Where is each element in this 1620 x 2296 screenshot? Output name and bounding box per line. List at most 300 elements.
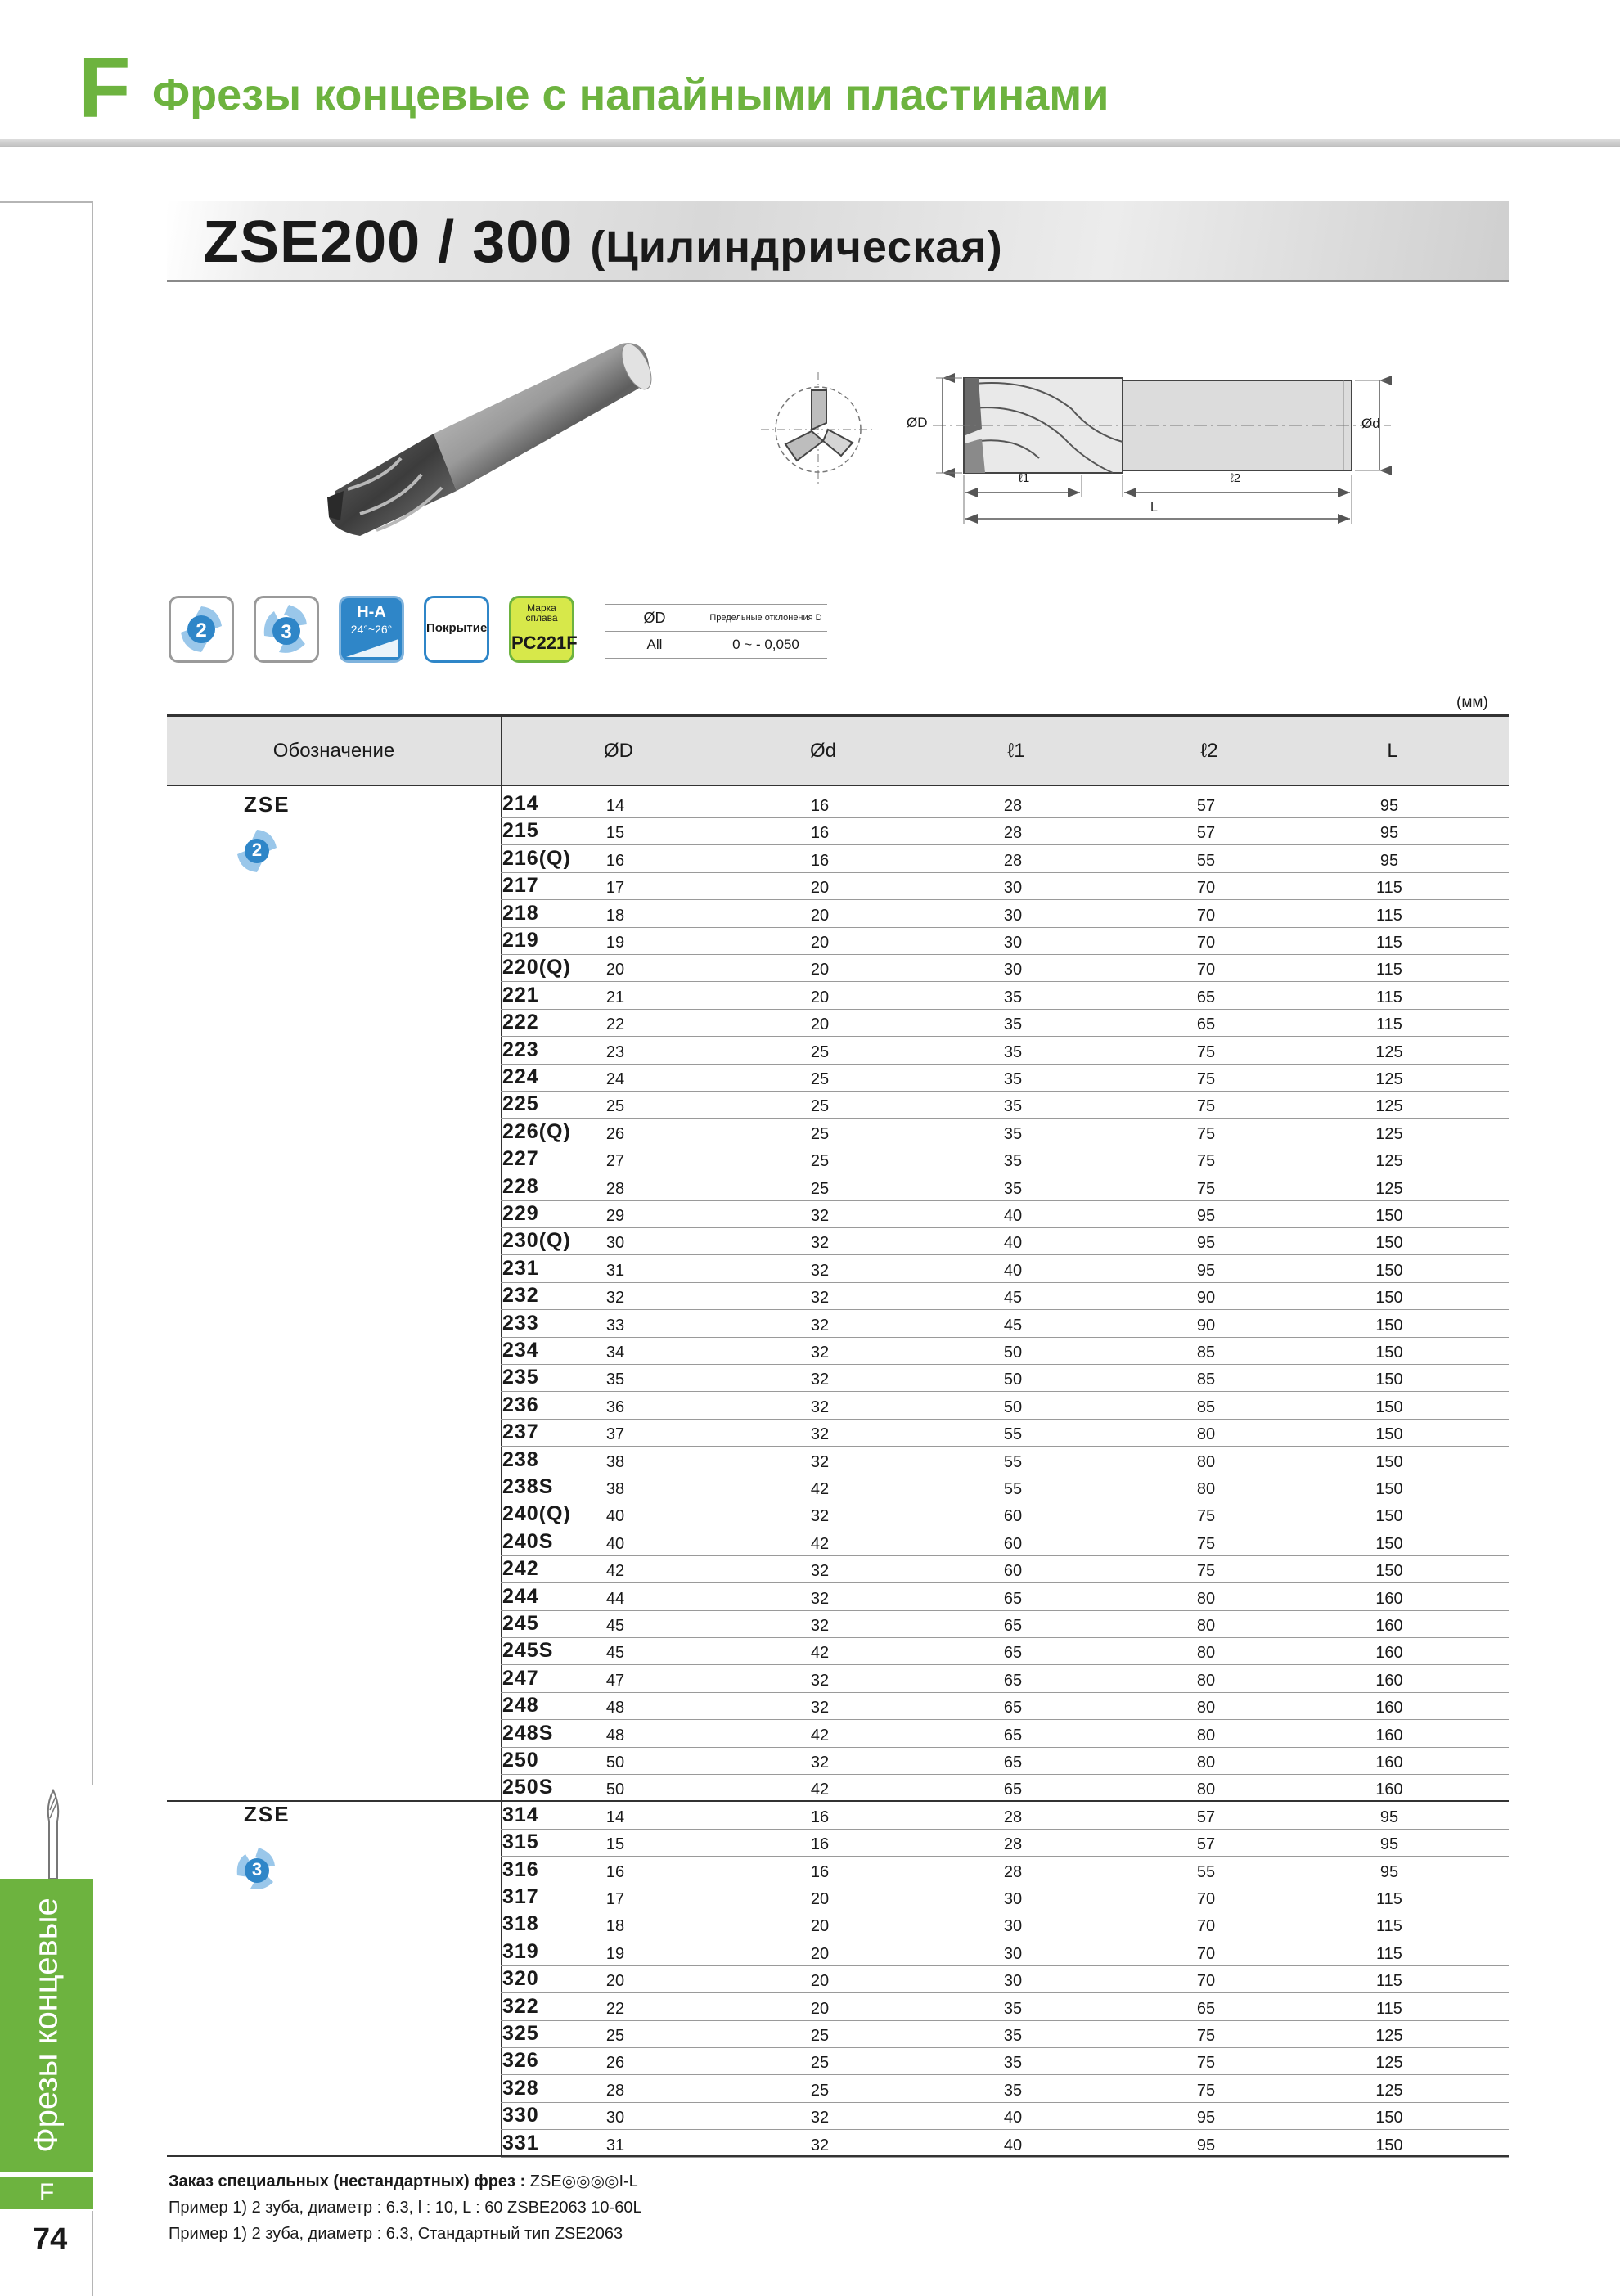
- row-l1: 45: [1003, 1289, 1023, 1308]
- row-l1: 28: [1003, 824, 1023, 843]
- row-L: 125: [1375, 1179, 1403, 1198]
- table-row: [501, 2130, 1509, 2158]
- row-designation: 248S: [502, 1721, 554, 1745]
- row-L: 115: [1376, 961, 1402, 979]
- row-designation: 330: [502, 2104, 539, 2127]
- row-l2: 65: [1196, 988, 1216, 1006]
- table-row: [501, 900, 1509, 928]
- row-designation: 219: [502, 929, 539, 952]
- row-d: 25: [810, 1097, 830, 1116]
- series-subtitle: (Цилиндрическая): [590, 223, 1003, 272]
- row-d: 20: [810, 988, 830, 1006]
- tolerance-head-row: [605, 605, 827, 632]
- table-row: [501, 1774, 1509, 1802]
- row-D: 45: [605, 1644, 625, 1663]
- flutes-3-number: 3: [281, 621, 292, 643]
- row-designation: 318: [502, 1912, 539, 1936]
- table-row: [501, 1282, 1509, 1310]
- row-d: 42: [810, 1534, 830, 1553]
- row-l2: 75: [1196, 1562, 1216, 1581]
- row-D: 47: [605, 1671, 625, 1690]
- row-designation: 244: [502, 1584, 539, 1608]
- group-2-series: ZSE: [244, 1802, 290, 1826]
- row-designation: 237: [502, 1420, 539, 1444]
- row-D: 29: [605, 1207, 625, 1225]
- row-D: 50: [605, 1754, 625, 1772]
- table-row: [501, 1583, 1509, 1611]
- row-D: 30: [605, 2109, 625, 2127]
- row-l1: 30: [1003, 1890, 1023, 1908]
- row-l2: 85: [1196, 1344, 1216, 1362]
- table-row: [501, 927, 1509, 955]
- table-row: [501, 2075, 1509, 2103]
- row-D: 28: [605, 1179, 625, 1198]
- row-designation: 230(Q): [502, 1229, 571, 1253]
- row-L: 115: [1376, 1015, 1402, 1034]
- carbide-grade-icon: [509, 596, 578, 663]
- row-d: 32: [810, 1617, 830, 1635]
- table-row: [501, 1474, 1509, 1501]
- row-L: 150: [1375, 1452, 1403, 1471]
- row-designation: 320: [502, 1967, 539, 1991]
- row-D: 26: [605, 1124, 625, 1143]
- row-l2: 95: [1196, 1261, 1216, 1280]
- row-l2: 75: [1196, 2081, 1216, 2100]
- table-bottom-rule: [167, 2155, 1509, 2157]
- row-L: 150: [1375, 1480, 1403, 1498]
- table-row: [501, 1009, 1509, 1037]
- row-L: 115: [1376, 879, 1402, 898]
- row-D: 22: [605, 1015, 625, 1034]
- series-title: [203, 209, 1003, 280]
- table-row: [501, 1447, 1509, 1474]
- row-D: 20: [605, 961, 625, 979]
- row-D: 40: [605, 1534, 625, 1553]
- row-l1: 65: [1003, 1726, 1023, 1745]
- row-D: 15: [605, 1835, 625, 1854]
- row-designation: 331: [502, 2131, 539, 2154]
- order-code: ZSE◎◎◎◎I-L: [529, 2172, 638, 2190]
- row-designation: 315: [502, 1830, 539, 1854]
- row-designation: 250: [502, 1749, 539, 1772]
- row-l2: 65: [1196, 1015, 1216, 1034]
- row-L: 95: [1379, 824, 1399, 843]
- row-d: 32: [810, 1699, 830, 1717]
- row-l1: 40: [1003, 1261, 1023, 1280]
- row-d: 25: [810, 1042, 830, 1061]
- row-designation: 326: [502, 2049, 539, 2073]
- row-l2: 75: [1196, 1097, 1216, 1116]
- row-l1: 65: [1003, 1699, 1023, 1717]
- row-d: 42: [810, 1480, 830, 1498]
- row-l2: 85: [1196, 1371, 1216, 1389]
- row-l2: 75: [1196, 1152, 1216, 1171]
- dim-label-L: L: [1150, 501, 1158, 515]
- table-row: [501, 954, 1509, 982]
- row-L: 115: [1376, 988, 1402, 1006]
- row-d: 32: [810, 1344, 830, 1362]
- example-2: Пример 1) 2 зуба, диаметр : 6.3, Стандартный тип ZSE2063: [169, 2225, 623, 2243]
- row-designation: 314: [502, 1803, 539, 1826]
- row-D: 36: [605, 1398, 625, 1416]
- row-l1: 30: [1003, 1917, 1023, 1936]
- row-l2: 75: [1196, 1534, 1216, 1553]
- table-row: [501, 1200, 1509, 1228]
- row-designation: 319: [502, 1939, 539, 1963]
- tolerance-head-d: ØD: [605, 605, 704, 632]
- row-l1: 28: [1003, 797, 1023, 815]
- row-designation: 232: [502, 1284, 539, 1308]
- row-D: 38: [605, 1480, 625, 1498]
- table-row: [501, 1119, 1509, 1146]
- row-D: 25: [605, 2027, 625, 2045]
- row-l2: 70: [1196, 879, 1216, 898]
- row-d: 32: [810, 1589, 830, 1608]
- row-d: 32: [810, 1398, 830, 1416]
- row-d: 32: [810, 1316, 830, 1335]
- flutes-2-icon: [169, 596, 234, 663]
- side-tab-label: Фрезы концевые: [28, 1898, 65, 2153]
- row-designation: 238S: [502, 1475, 554, 1498]
- row-designation: 322: [502, 1994, 539, 2018]
- row-l2: 90: [1196, 1289, 1216, 1308]
- coating-icon: [424, 596, 489, 663]
- helix-angle-value: 24°~26°: [350, 623, 393, 636]
- table-row: [501, 872, 1509, 900]
- row-designation: 235: [502, 1366, 539, 1389]
- row-d: 25: [810, 2054, 830, 2073]
- row-designation: 215: [502, 819, 539, 843]
- row-l2: 75: [1196, 1179, 1216, 1198]
- row-D: 26: [605, 2054, 625, 2073]
- row-l1: 35: [1003, 1152, 1023, 1171]
- row-l2: 95: [1196, 2109, 1216, 2127]
- row-l2: 70: [1196, 1944, 1216, 1963]
- row-L: 150: [1375, 1261, 1403, 1280]
- row-L: 160: [1375, 1699, 1403, 1717]
- row-designation: 234: [502, 1339, 539, 1362]
- row-L: 115: [1376, 906, 1402, 925]
- row-L: 150: [1375, 1344, 1403, 1362]
- row-D: 48: [605, 1699, 625, 1717]
- row-L: 125: [1375, 1124, 1403, 1143]
- row-l2: 57: [1196, 1835, 1216, 1854]
- row-l1: 45: [1003, 1316, 1023, 1335]
- row-l1: 40: [1003, 2109, 1023, 2127]
- coating-label: Покрытие: [426, 621, 488, 635]
- row-l1: 40: [1003, 2136, 1023, 2154]
- row-d: 16: [810, 1835, 830, 1854]
- table-row: [501, 1637, 1509, 1665]
- table-row: [501, 1993, 1509, 2021]
- row-D: 19: [605, 934, 625, 952]
- row-d: 16: [810, 824, 830, 843]
- row-d: 20: [810, 1890, 830, 1908]
- row-d: 32: [810, 1425, 830, 1444]
- row-D: 44: [605, 1589, 625, 1608]
- row-L: 150: [1375, 1316, 1403, 1335]
- row-designation: 221: [502, 983, 539, 1006]
- end-view-drawing: [761, 372, 875, 487]
- row-L: 150: [1375, 2136, 1403, 2154]
- flutes-3-icon: [254, 596, 319, 663]
- row-L: 150: [1375, 1562, 1403, 1581]
- row-d: 20: [810, 1944, 830, 1963]
- table-row: [501, 1965, 1509, 1993]
- row-l2: 75: [1196, 1070, 1216, 1088]
- row-D: 16: [605, 1862, 625, 1881]
- row-D: 17: [605, 1890, 625, 1908]
- row-d: 25: [810, 1152, 830, 1171]
- order-line: [169, 2168, 642, 2195]
- tolerance-table: [605, 604, 827, 659]
- row-D: 19: [605, 1944, 625, 1963]
- row-l1: 35: [1003, 1042, 1023, 1061]
- group-2-flutes-number: 3: [251, 1859, 263, 1880]
- row-l1: 30: [1003, 1944, 1023, 1963]
- row-l2: 80: [1196, 1480, 1216, 1498]
- row-l2: 80: [1196, 1644, 1216, 1663]
- end-mill-photo: [311, 327, 655, 548]
- row-l1: 50: [1003, 1371, 1023, 1389]
- row-D: 37: [605, 1425, 625, 1444]
- carbide-grade-value: PC221F: [511, 633, 578, 653]
- row-l2: 70: [1196, 1917, 1216, 1936]
- order-label: Заказ специальных (нестандартных) фрез :: [169, 2172, 526, 2190]
- row-designation: 225: [502, 1092, 539, 1116]
- example-1: Пример 1) 2 зуба, диаметр : 6.3, l : 10, L : 60 ZSBE2063 10-60L: [169, 2199, 642, 2217]
- row-D: 38: [605, 1452, 625, 1471]
- row-d: 25: [810, 1124, 830, 1143]
- row-L: 150: [1375, 1207, 1403, 1225]
- row-L: 160: [1375, 1754, 1403, 1772]
- row-D: 50: [605, 1781, 625, 1799]
- table-row: [501, 1364, 1509, 1392]
- group-1-series: ZSE: [244, 792, 290, 817]
- row-l2: 95: [1196, 2136, 1216, 2154]
- row-l1: 65: [1003, 1754, 1023, 1772]
- row-D: 23: [605, 1042, 625, 1061]
- row-designation: 217: [502, 874, 539, 898]
- row-d: 32: [810, 1207, 830, 1225]
- tolerance-value-d: All: [605, 632, 704, 659]
- row-designation: 240(Q): [502, 1502, 571, 1526]
- row-L: 150: [1375, 2109, 1403, 2127]
- row-designation: 248: [502, 1694, 539, 1717]
- row-d: 32: [810, 1562, 830, 1581]
- row-D: 16: [605, 851, 625, 870]
- row-l2: 95: [1196, 1207, 1216, 1225]
- row-l2: 75: [1196, 1507, 1216, 1526]
- row-l2: 80: [1196, 1617, 1216, 1635]
- row-D: 18: [605, 906, 625, 925]
- row-designation: 227: [502, 1147, 539, 1171]
- row-l1: 35: [1003, 1179, 1023, 1198]
- row-l1: 65: [1003, 1617, 1023, 1635]
- row-L: 125: [1375, 2054, 1403, 2073]
- row-L: 125: [1375, 1097, 1403, 1116]
- row-designation: 238: [502, 1447, 539, 1471]
- table-row: [501, 1173, 1509, 1201]
- table-row: [501, 1884, 1509, 1911]
- row-d: 32: [810, 1671, 830, 1690]
- table-row: [501, 1501, 1509, 1528]
- row-designation: 226(Q): [502, 1119, 571, 1143]
- row-d: 20: [810, 1999, 830, 2018]
- col-head-l1: ℓ1: [1007, 740, 1025, 762]
- row-D: 31: [605, 1261, 625, 1280]
- col-head-designation: Обозначение: [272, 740, 395, 762]
- row-designation: 245S: [502, 1639, 554, 1663]
- row-l2: 65: [1196, 1999, 1216, 2018]
- table-row: [501, 845, 1509, 873]
- row-L: 95: [1379, 1862, 1399, 1881]
- table-row: [501, 1857, 1509, 1884]
- row-designation: 317: [502, 1885, 539, 1908]
- side-tab-category: [0, 1879, 93, 2172]
- row-D: 48: [605, 1726, 625, 1745]
- dim-label-l2: ℓ2: [1230, 471, 1241, 485]
- row-l2: 80: [1196, 1425, 1216, 1444]
- row-L: 150: [1375, 1371, 1403, 1389]
- units-label: (мм): [1456, 694, 1488, 711]
- row-designation: 231: [502, 1256, 539, 1280]
- row-l2: 57: [1196, 824, 1216, 843]
- row-l1: 65: [1003, 1671, 1023, 1690]
- row-D: 31: [605, 2136, 625, 2154]
- row-designation: 247: [502, 1666, 539, 1690]
- table-header: [167, 714, 1509, 786]
- row-l1: 30: [1003, 879, 1023, 898]
- row-l1: 40: [1003, 1207, 1023, 1225]
- page-number: 74: [33, 2222, 68, 2257]
- series-banner-rule: [167, 280, 1509, 282]
- table-row: [501, 1091, 1509, 1119]
- row-L: 125: [1375, 2081, 1403, 2100]
- row-l1: 30: [1003, 1972, 1023, 1991]
- row-l1: 35: [1003, 2081, 1023, 2100]
- row-designation: 228: [502, 1174, 539, 1198]
- table-row: [501, 1802, 1509, 1830]
- table-row: [501, 2020, 1509, 2048]
- table-row: [501, 790, 1509, 818]
- row-l1: 35: [1003, 988, 1023, 1006]
- dim-label-d: Ød: [1361, 416, 1380, 431]
- row-d: 32: [810, 2109, 830, 2127]
- row-d: 32: [810, 1289, 830, 1308]
- row-d: 25: [810, 1179, 830, 1198]
- row-l1: 28: [1003, 851, 1023, 870]
- row-L: 160: [1375, 1644, 1403, 1663]
- row-d: 16: [810, 851, 830, 870]
- table-row: [501, 1720, 1509, 1748]
- row-l2: 70: [1196, 934, 1216, 952]
- row-l2: 70: [1196, 1890, 1216, 1908]
- row-designation: 245: [502, 1612, 539, 1635]
- row-l2: 80: [1196, 1452, 1216, 1471]
- row-D: 28: [605, 2081, 625, 2100]
- row-D: 17: [605, 879, 625, 898]
- row-L: 160: [1375, 1617, 1403, 1635]
- row-d: 25: [810, 2027, 830, 2045]
- row-L: 160: [1375, 1589, 1403, 1608]
- group-separator: [167, 1800, 1509, 1802]
- row-d: 32: [810, 2136, 830, 2154]
- rail-top-line: [0, 201, 93, 203]
- row-d: 42: [810, 1781, 830, 1799]
- row-D: 42: [605, 1562, 625, 1581]
- series-code: ZSE200 / 300: [203, 209, 574, 275]
- col-head-L: L: [1387, 740, 1398, 762]
- table-row: [501, 2102, 1509, 2130]
- row-d: 20: [810, 961, 830, 979]
- row-d: 42: [810, 1644, 830, 1663]
- row-l2: 70: [1196, 961, 1216, 979]
- row-L: 160: [1375, 1726, 1403, 1745]
- row-l2: 70: [1196, 906, 1216, 925]
- row-L: 115: [1376, 1999, 1402, 2018]
- row-d: 16: [810, 1862, 830, 1881]
- row-l2: 80: [1196, 1699, 1216, 1717]
- table-row: [501, 2047, 1509, 2075]
- header-rule: [0, 139, 1620, 147]
- row-D: 34: [605, 1344, 625, 1362]
- table-row: [501, 1610, 1509, 1638]
- helix-angle-title: H-A: [357, 603, 386, 621]
- row-d: 20: [810, 1917, 830, 1936]
- row-d: 25: [810, 1070, 830, 1088]
- row-L: 95: [1379, 797, 1399, 815]
- row-l2: 75: [1196, 2027, 1216, 2045]
- row-designation: 328: [502, 2076, 539, 2100]
- row-L: 150: [1375, 1425, 1403, 1444]
- col-head-d: Ød: [809, 740, 836, 762]
- row-l1: 55: [1003, 1452, 1023, 1471]
- side-tab-letter: F: [0, 2177, 93, 2209]
- row-l1: 28: [1003, 1808, 1023, 1826]
- table-row: [501, 1692, 1509, 1720]
- section-letter: F: [79, 41, 131, 136]
- row-D: 25: [605, 1097, 625, 1116]
- table-row: [501, 817, 1509, 845]
- row-l1: 30: [1003, 961, 1023, 979]
- row-L: 150: [1375, 1234, 1403, 1253]
- row-L: 115: [1376, 1944, 1402, 1963]
- row-l2: 75: [1196, 2054, 1216, 2073]
- row-L: 150: [1375, 1398, 1403, 1416]
- row-designation: 325: [502, 2022, 539, 2045]
- row-d: 16: [810, 1808, 830, 1826]
- col-head-l2: ℓ2: [1200, 740, 1218, 762]
- table-row: [501, 1310, 1509, 1338]
- row-L: 95: [1379, 1808, 1399, 1826]
- row-designation: 220(Q): [502, 956, 571, 979]
- row-d: 20: [810, 1015, 830, 1034]
- row-d: 32: [810, 1452, 830, 1471]
- row-D: 20: [605, 1972, 625, 1991]
- row-L: 115: [1376, 934, 1402, 952]
- table-row: [501, 1938, 1509, 1966]
- table-row: [501, 982, 1509, 1010]
- row-L: 115: [1376, 1917, 1402, 1936]
- row-L: 150: [1375, 1507, 1403, 1526]
- row-l1: 60: [1003, 1507, 1023, 1526]
- row-designation: 250S: [502, 1776, 554, 1799]
- row-l1: 35: [1003, 1015, 1023, 1034]
- row-l1: 55: [1003, 1425, 1023, 1444]
- flutes-2-number: 2: [196, 619, 207, 642]
- row-D: 27: [605, 1152, 625, 1171]
